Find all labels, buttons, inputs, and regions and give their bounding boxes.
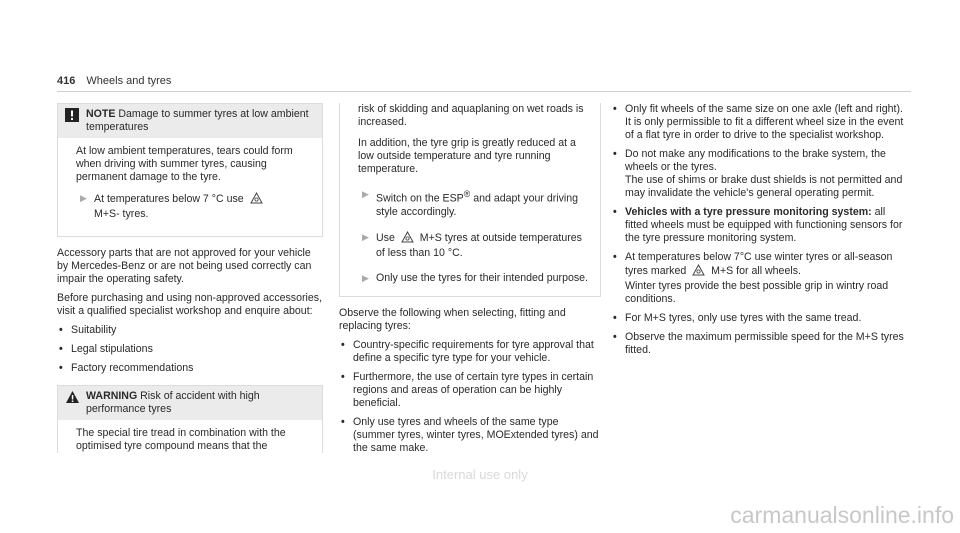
column-left — [57, 103, 323, 453]
observe-paragraph: Observe the following when selecting, fitting and replacing tyres: — [339, 306, 566, 332]
warning-body — [58, 420, 322, 453]
warning-step-1 — [358, 188, 592, 219]
header-divider — [57, 91, 911, 92]
list-item: • Furthermore, the use of certain tyre types in certain regions and areas of operation can be highly beneficial. — [339, 371, 601, 410]
step3-text: Only use the tyres for their intended purpose. — [376, 271, 588, 284]
rule-2a: • Do not make any modifications to the brake system, the wheels or the tyres. — [625, 148, 886, 173]
rule-1a: • Only fit wheels of the same size on one axle (left and right). — [625, 103, 903, 115]
step2-text-b: M+S tyres at outside temperatures of less than 10 °C. — [376, 231, 582, 259]
rule-2b: The use of shims or brake dust shields is not permitted and may invalidate the vehicle's general operating permit. — [625, 174, 903, 199]
rule-3-text: all fitted wheels must be equipped with functioning sensors for the tyre pressure monitoring system. — [625, 206, 903, 244]
warning-box-continued — [339, 103, 601, 297]
list-item: • Only use tyres and wheels of the same type (summer tyres, winter tyres, MOExtended tyres) and the same make. — [339, 416, 601, 455]
warning-text-cont2: In addition, the tyre grip is greatly reduced at a low outside temperature and tyre running temperature. — [358, 137, 576, 175]
note-header — [58, 104, 322, 138]
note-box — [57, 103, 323, 237]
list-item: • Suitability — [57, 324, 323, 337]
snowflake-mountain-icon — [401, 231, 414, 247]
note-step — [76, 192, 314, 221]
watermark: carmanualsonline.info — [730, 502, 954, 528]
enquiry-list — [57, 324, 323, 375]
rule-4c: Winter tyres provide the best possible grip in wintry road conditions. — [625, 280, 889, 305]
step1-text-a: Switch on the ESP — [376, 192, 464, 205]
warning-body-continued — [340, 103, 600, 296]
warning-header — [58, 386, 322, 420]
note-text: At low ambient temperatures, tears could form when driving with summer tyres, causing permanent damage to the tyre. — [76, 145, 293, 183]
warning-step-3 — [358, 272, 592, 285]
tyre-selection-list — [339, 339, 601, 455]
step-arrow-icon: ▶ — [362, 272, 369, 283]
list-item: • Observe the maximum permissible speed for the M+S tyres fitted. — [611, 331, 911, 357]
list-item: • For M+S tyres, only use tyres with the same tread. — [611, 312, 911, 325]
list-item — [611, 103, 911, 142]
rule-1b: It is only permissible to fit a different wheel size in the event of a flat tyre in order to drive to the specialist workshop. — [625, 116, 904, 141]
warning-title: WARNING — [86, 390, 138, 402]
list-item — [611, 206, 911, 245]
note-body — [58, 138, 322, 236]
footer-label: Internal use only — [432, 467, 528, 482]
rule-3-bold: Vehicles with a tyre pressure monitoring system: — [625, 206, 872, 218]
snowflake-mountain-icon — [692, 264, 705, 280]
warning-step-2 — [358, 231, 592, 260]
page-header — [57, 75, 171, 87]
registered-mark: ® — [463, 189, 471, 199]
note-step-text-a: At temperatures below 7 °C use — [94, 193, 244, 205]
warning-triangle-icon — [65, 390, 79, 404]
list-item — [611, 251, 911, 306]
accessory-paragraph: Accessory parts that are not approved for your vehicle by Mercedes-Benz or are not being used correctly can impair the operating safety. — [57, 247, 312, 285]
section-title: Wheels and tyres — [86, 75, 172, 87]
step-arrow-icon: ▶ — [362, 189, 369, 199]
list-item — [611, 148, 911, 200]
note-title-text: Damage to summer tyres at low ambient temperatures — [86, 108, 309, 133]
purchase-paragraph: Before purchasing and using non-approved accessories, visit a qualified specialist workshop and enquire about: — [57, 292, 323, 317]
step1-text-b: and adapt your driving style accordingly. — [376, 192, 579, 218]
list-item: • Country-specific requirements for tyre approval that define a specific tyre type for your vehicle. — [339, 339, 601, 365]
page-number: 416 — [57, 75, 76, 87]
snowflake-mountain-icon — [250, 192, 263, 208]
list-item: • Legal stipulations — [57, 343, 323, 356]
fitting-rules-list — [611, 103, 911, 357]
column-right — [611, 103, 911, 363]
list-item: • Factory recommendations — [57, 362, 323, 375]
warning-text: The special tire tread in combination with the optimised tyre compound means that the — [76, 427, 286, 452]
step-arrow-icon: ▶ — [362, 231, 369, 242]
note-title: NOTE — [86, 108, 116, 120]
warning-text-cont1: risk of skidding and aquaplaning on wet roads is increased. — [358, 103, 584, 128]
rule-4b: M+S for all wheels. — [711, 265, 801, 277]
warning-title-text: Risk of accident with high performance tyres — [86, 390, 260, 415]
note-step-text-b: M+S- tyres. — [94, 208, 149, 220]
step-arrow-icon: ▶ — [80, 193, 87, 203]
warning-box — [57, 385, 323, 453]
step2-text-a: Use — [376, 231, 395, 244]
exclamation-icon — [65, 108, 79, 122]
rule-4a: At temperatures below 7°C use winter tyres or all-season tyres marked — [625, 251, 893, 277]
column-middle — [339, 103, 601, 461]
